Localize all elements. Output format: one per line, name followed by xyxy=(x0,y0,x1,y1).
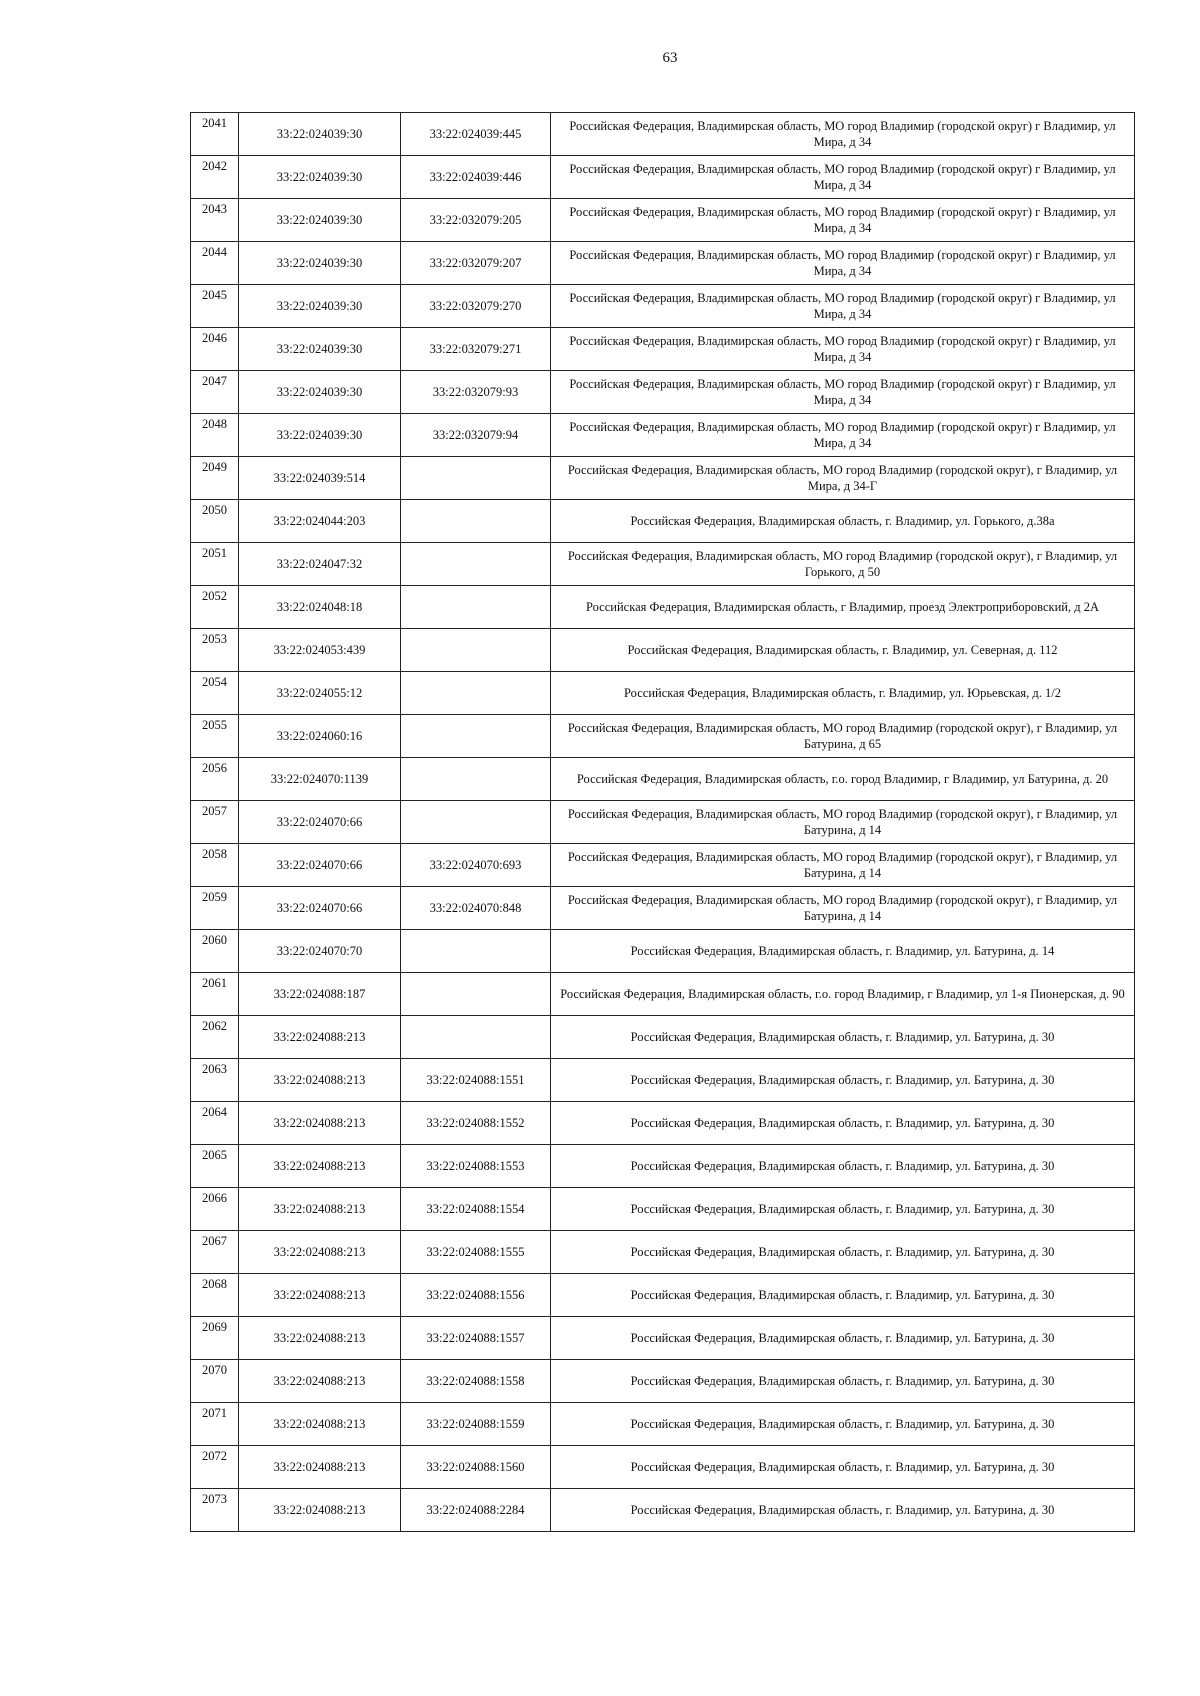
cadastral-number-cell: 33:22:024088:213 xyxy=(239,1360,401,1403)
address-cell: Российская Федерация, Владимирская область, г. Владимир, ул. Батурина, д. 30 xyxy=(551,1360,1135,1403)
table-row xyxy=(191,414,1135,457)
sub-cadastral-number-cell: 33:22:024088:1557 xyxy=(401,1317,551,1360)
sub-cadastral-number-cell: 33:22:032079:93 xyxy=(401,371,551,414)
row-number-cell: 2050 xyxy=(191,500,239,543)
table-row xyxy=(191,1145,1135,1188)
row-number-cell: 2060 xyxy=(191,930,239,973)
cadastral-number-cell: 33:22:024088:213 xyxy=(239,1016,401,1059)
address-cell: Российская Федерация, Владимирская область, г. Владимир, ул. Батурина, д. 30 xyxy=(551,1059,1135,1102)
sub-cadastral-number-cell: 33:22:024039:446 xyxy=(401,156,551,199)
table-row xyxy=(191,1188,1135,1231)
row-number-cell: 2054 xyxy=(191,672,239,715)
table-row xyxy=(191,1403,1135,1446)
cadastral-number-cell: 33:22:024088:187 xyxy=(239,973,401,1016)
sub-cadastral-number-cell: 33:22:032079:205 xyxy=(401,199,551,242)
sub-cadastral-number-cell xyxy=(401,543,551,586)
table-row xyxy=(191,285,1135,328)
row-number-cell: 2072 xyxy=(191,1446,239,1489)
cadastral-number-cell: 33:22:024088:213 xyxy=(239,1403,401,1446)
sub-cadastral-number-cell xyxy=(401,973,551,1016)
sub-cadastral-number-cell xyxy=(401,930,551,973)
table-row xyxy=(191,715,1135,758)
address-cell: Российская Федерация, Владимирская область, г. Владимир, ул. Батурина, д. 30 xyxy=(551,1446,1135,1489)
sub-cadastral-number-cell: 33:22:024088:1554 xyxy=(401,1188,551,1231)
sub-cadastral-number-cell xyxy=(401,1016,551,1059)
table-row xyxy=(191,758,1135,801)
sub-cadastral-number-cell xyxy=(401,672,551,715)
address-cell: Российская Федерация, Владимирская область, МО город Владимир (городской округ), г Владимир, ул Батурина, д 65 xyxy=(551,715,1135,758)
cadastral-number-cell: 33:22:024055:12 xyxy=(239,672,401,715)
sub-cadastral-number-cell: 33:22:032079:207 xyxy=(401,242,551,285)
address-cell: Российская Федерация, Владимирская область, г. Владимир, ул. Горького, д.38а xyxy=(551,500,1135,543)
row-number-cell: 2067 xyxy=(191,1231,239,1274)
table-row xyxy=(191,113,1135,156)
page-number: 63 xyxy=(662,50,678,66)
table-row xyxy=(191,1016,1135,1059)
sub-cadastral-number-cell: 33:22:024039:445 xyxy=(401,113,551,156)
sub-cadastral-number-cell: 33:22:024088:1559 xyxy=(401,1403,551,1446)
address-cell: Российская Федерация, Владимирская область, г. Владимир, ул. Батурина, д. 30 xyxy=(551,1188,1135,1231)
cadastral-number-cell: 33:22:024088:213 xyxy=(239,1102,401,1145)
table-row xyxy=(191,1059,1135,1102)
table-row xyxy=(191,629,1135,672)
cadastral-number-cell: 33:22:024088:213 xyxy=(239,1446,401,1489)
table-row xyxy=(191,1489,1135,1532)
cadastral-number-cell: 33:22:024070:66 xyxy=(239,887,401,930)
cadastral-number-cell: 33:22:024053:439 xyxy=(239,629,401,672)
row-number-cell: 2073 xyxy=(191,1489,239,1532)
table-row xyxy=(191,457,1135,500)
row-number-cell: 2056 xyxy=(191,758,239,801)
sub-cadastral-number-cell: 33:22:024088:2284 xyxy=(401,1489,551,1532)
cadastral-number-cell: 33:22:024088:213 xyxy=(239,1059,401,1102)
address-cell: Российская Федерация, Владимирская область, МО город Владимир (городской округ) г Владимир, ул Мира, д 34 xyxy=(551,199,1135,242)
sub-cadastral-number-cell: 33:22:032079:94 xyxy=(401,414,551,457)
cadastral-number-cell: 33:22:024039:30 xyxy=(239,328,401,371)
table-row xyxy=(191,242,1135,285)
sub-cadastral-number-cell: 33:22:024070:848 xyxy=(401,887,551,930)
address-cell: Российская Федерация, Владимирская область, г. Владимир, ул. Северная, д. 112 xyxy=(551,629,1135,672)
cadastral-number-cell: 33:22:024070:66 xyxy=(239,844,401,887)
address-cell: Российская Федерация, Владимирская область, г. Владимир, ул. Батурина, д. 30 xyxy=(551,1317,1135,1360)
cadastral-number-cell: 33:22:024088:213 xyxy=(239,1274,401,1317)
row-number-cell: 2061 xyxy=(191,973,239,1016)
table-row xyxy=(191,1274,1135,1317)
table-row xyxy=(191,156,1135,199)
address-cell: Российская Федерация, Владимирская область, г. Владимир, ул. Батурина, д. 30 xyxy=(551,1489,1135,1532)
sub-cadastral-number-cell: 33:22:024088:1555 xyxy=(401,1231,551,1274)
address-cell: Российская Федерация, Владимирская область, г Владимир, проезд Электроприборовский, д 2А xyxy=(551,586,1135,629)
cadastral-number-cell: 33:22:024039:30 xyxy=(239,285,401,328)
row-number-cell: 2068 xyxy=(191,1274,239,1317)
cadastral-number-cell: 33:22:024088:213 xyxy=(239,1317,401,1360)
row-number-cell: 2043 xyxy=(191,199,239,242)
table-row xyxy=(191,1102,1135,1145)
cadastral-number-cell: 33:22:024070:1139 xyxy=(239,758,401,801)
table-row xyxy=(191,199,1135,242)
row-number-cell: 2042 xyxy=(191,156,239,199)
row-number-cell: 2070 xyxy=(191,1360,239,1403)
row-number-cell: 2069 xyxy=(191,1317,239,1360)
row-number-cell: 2045 xyxy=(191,285,239,328)
table-row xyxy=(191,586,1135,629)
row-number-cell: 2051 xyxy=(191,543,239,586)
address-cell: Российская Федерация, Владимирская область, г. Владимир, ул. Батурина, д. 30 xyxy=(551,1102,1135,1145)
row-number-cell: 2064 xyxy=(191,1102,239,1145)
table-row xyxy=(191,328,1135,371)
cadastral-number-cell: 33:22:024047:32 xyxy=(239,543,401,586)
address-cell: Российская Федерация, Владимирская область, МО город Владимир (городской округ), г Владимир, ул Горького, д 50 xyxy=(551,543,1135,586)
table-row xyxy=(191,371,1135,414)
cadastral-number-cell: 33:22:024044:203 xyxy=(239,500,401,543)
address-cell: Российская Федерация, Владимирская область, г. Владимир, ул. Батурина, д. 30 xyxy=(551,1231,1135,1274)
row-number-cell: 2046 xyxy=(191,328,239,371)
row-number-cell: 2062 xyxy=(191,1016,239,1059)
sub-cadastral-number-cell xyxy=(401,500,551,543)
row-number-cell: 2057 xyxy=(191,801,239,844)
row-number-cell: 2049 xyxy=(191,457,239,500)
cadastral-number-cell: 33:22:024070:66 xyxy=(239,801,401,844)
address-cell: Российская Федерация, Владимирская область, г. Владимир, ул. Батурина, д. 30 xyxy=(551,1145,1135,1188)
table-row xyxy=(191,672,1135,715)
row-number-cell: 2055 xyxy=(191,715,239,758)
address-cell: Российская Федерация, Владимирская область, г. Владимир, ул. Батурина, д. 30 xyxy=(551,1016,1135,1059)
cadastral-number-cell: 33:22:024039:30 xyxy=(239,156,401,199)
sub-cadastral-number-cell xyxy=(401,715,551,758)
cadastral-number-cell: 33:22:024088:213 xyxy=(239,1231,401,1274)
address-cell: Российская Федерация, Владимирская область, г. Владимир, ул. Юрьевская, д. 1/2 xyxy=(551,672,1135,715)
address-cell: Российская Федерация, Владимирская область, г.о. город Владимир, г Владимир, ул 1-я Пионерская, д. 90 xyxy=(551,973,1135,1016)
sub-cadastral-number-cell: 33:22:024088:1551 xyxy=(401,1059,551,1102)
table-row xyxy=(191,930,1135,973)
table-row xyxy=(191,500,1135,543)
sub-cadastral-number-cell: 33:22:032079:270 xyxy=(401,285,551,328)
table-row xyxy=(191,1446,1135,1489)
row-number-cell: 2066 xyxy=(191,1188,239,1231)
table-row xyxy=(191,887,1135,930)
cadastral-number-cell: 33:22:024039:30 xyxy=(239,414,401,457)
row-number-cell: 2058 xyxy=(191,844,239,887)
registry-table-body xyxy=(191,113,1135,1532)
address-cell: Российская Федерация, Владимирская область, МО город Владимир (городской округ), г Владимир, ул Батурина, д 14 xyxy=(551,887,1135,930)
cadastral-number-cell: 33:22:024048:18 xyxy=(239,586,401,629)
sub-cadastral-number-cell xyxy=(401,457,551,500)
sub-cadastral-number-cell: 33:22:032079:271 xyxy=(401,328,551,371)
address-cell: Российская Федерация, Владимирская область, МО город Владимир (городской округ) г Владимир, ул Мира, д 34 xyxy=(551,113,1135,156)
address-cell: Российская Федерация, Владимирская область, МО город Владимир (городской округ) г Владимир, ул Мира, д 34 xyxy=(551,285,1135,328)
sub-cadastral-number-cell: 33:22:024088:1560 xyxy=(401,1446,551,1489)
table-row xyxy=(191,844,1135,887)
sub-cadastral-number-cell: 33:22:024088:1553 xyxy=(401,1145,551,1188)
table-row xyxy=(191,1317,1135,1360)
cadastral-number-cell: 33:22:024088:213 xyxy=(239,1489,401,1532)
cadastral-number-cell: 33:22:024039:30 xyxy=(239,242,401,285)
registry-table xyxy=(190,112,1135,1532)
sub-cadastral-number-cell: 33:22:024070:693 xyxy=(401,844,551,887)
sub-cadastral-number-cell xyxy=(401,758,551,801)
cadastral-number-cell: 33:22:024088:213 xyxy=(239,1188,401,1231)
address-cell: Российская Федерация, Владимирская область, МО город Владимир (городской округ) г Владимир, ул Мира, д 34 xyxy=(551,242,1135,285)
cadastral-number-cell: 33:22:024070:70 xyxy=(239,930,401,973)
address-cell: Российская Федерация, Владимирская область, г. Владимир, ул. Батурина, д. 30 xyxy=(551,1274,1135,1317)
cadastral-number-cell: 33:22:024039:30 xyxy=(239,199,401,242)
sub-cadastral-number-cell xyxy=(401,629,551,672)
sub-cadastral-number-cell: 33:22:024088:1552 xyxy=(401,1102,551,1145)
table-row xyxy=(191,1231,1135,1274)
row-number-cell: 2053 xyxy=(191,629,239,672)
table-row xyxy=(191,801,1135,844)
cadastral-number-cell: 33:22:024060:16 xyxy=(239,715,401,758)
sub-cadastral-number-cell: 33:22:024088:1556 xyxy=(401,1274,551,1317)
address-cell: Российская Федерация, Владимирская область, г. Владимир, ул. Батурина, д. 14 xyxy=(551,930,1135,973)
row-number-cell: 2052 xyxy=(191,586,239,629)
cadastral-number-cell: 33:22:024039:514 xyxy=(239,457,401,500)
sub-cadastral-number-cell xyxy=(401,586,551,629)
table-row xyxy=(191,1360,1135,1403)
cadastral-number-cell: 33:22:024039:30 xyxy=(239,371,401,414)
address-cell: Российская Федерация, Владимирская область, МО город Владимир (городской округ), г Владимир, ул Батурина, д 14 xyxy=(551,801,1135,844)
address-cell: Российская Федерация, Владимирская область, МО город Владимир (городской округ), г Владимир, ул Батурина, д 14 xyxy=(551,844,1135,887)
table-row xyxy=(191,543,1135,586)
row-number-cell: 2063 xyxy=(191,1059,239,1102)
sub-cadastral-number-cell xyxy=(401,801,551,844)
row-number-cell: 2041 xyxy=(191,113,239,156)
row-number-cell: 2044 xyxy=(191,242,239,285)
cadastral-number-cell: 33:22:024088:213 xyxy=(239,1145,401,1188)
row-number-cell: 2047 xyxy=(191,371,239,414)
cadastral-number-cell: 33:22:024039:30 xyxy=(239,113,401,156)
address-cell: Российская Федерация, Владимирская область, г. Владимир, ул. Батурина, д. 30 xyxy=(551,1403,1135,1446)
row-number-cell: 2071 xyxy=(191,1403,239,1446)
row-number-cell: 2059 xyxy=(191,887,239,930)
address-cell: Российская Федерация, Владимирская область, МО город Владимир (городской округ), г Владимир, ул Мира, д 34-Г xyxy=(551,457,1135,500)
address-cell: Российская Федерация, Владимирская область, МО город Владимир (городской округ) г Владимир, ул Мира, д 34 xyxy=(551,414,1135,457)
table-row xyxy=(191,973,1135,1016)
row-number-cell: 2048 xyxy=(191,414,239,457)
address-cell: Российская Федерация, Владимирская область, МО город Владимир (городской округ) г Владимир, ул Мира, д 34 xyxy=(551,156,1135,199)
address-cell: Российская Федерация, Владимирская область, г.о. город Владимир, г Владимир, ул Батурина, д. 20 xyxy=(551,758,1135,801)
row-number-cell: 2065 xyxy=(191,1145,239,1188)
sub-cadastral-number-cell: 33:22:024088:1558 xyxy=(401,1360,551,1403)
address-cell: Российская Федерация, Владимирская область, МО город Владимир (городской округ) г Владимир, ул Мира, д 34 xyxy=(551,371,1135,414)
address-cell: Российская Федерация, Владимирская область, МО город Владимир (городской округ) г Владимир, ул Мира, д 34 xyxy=(551,328,1135,371)
